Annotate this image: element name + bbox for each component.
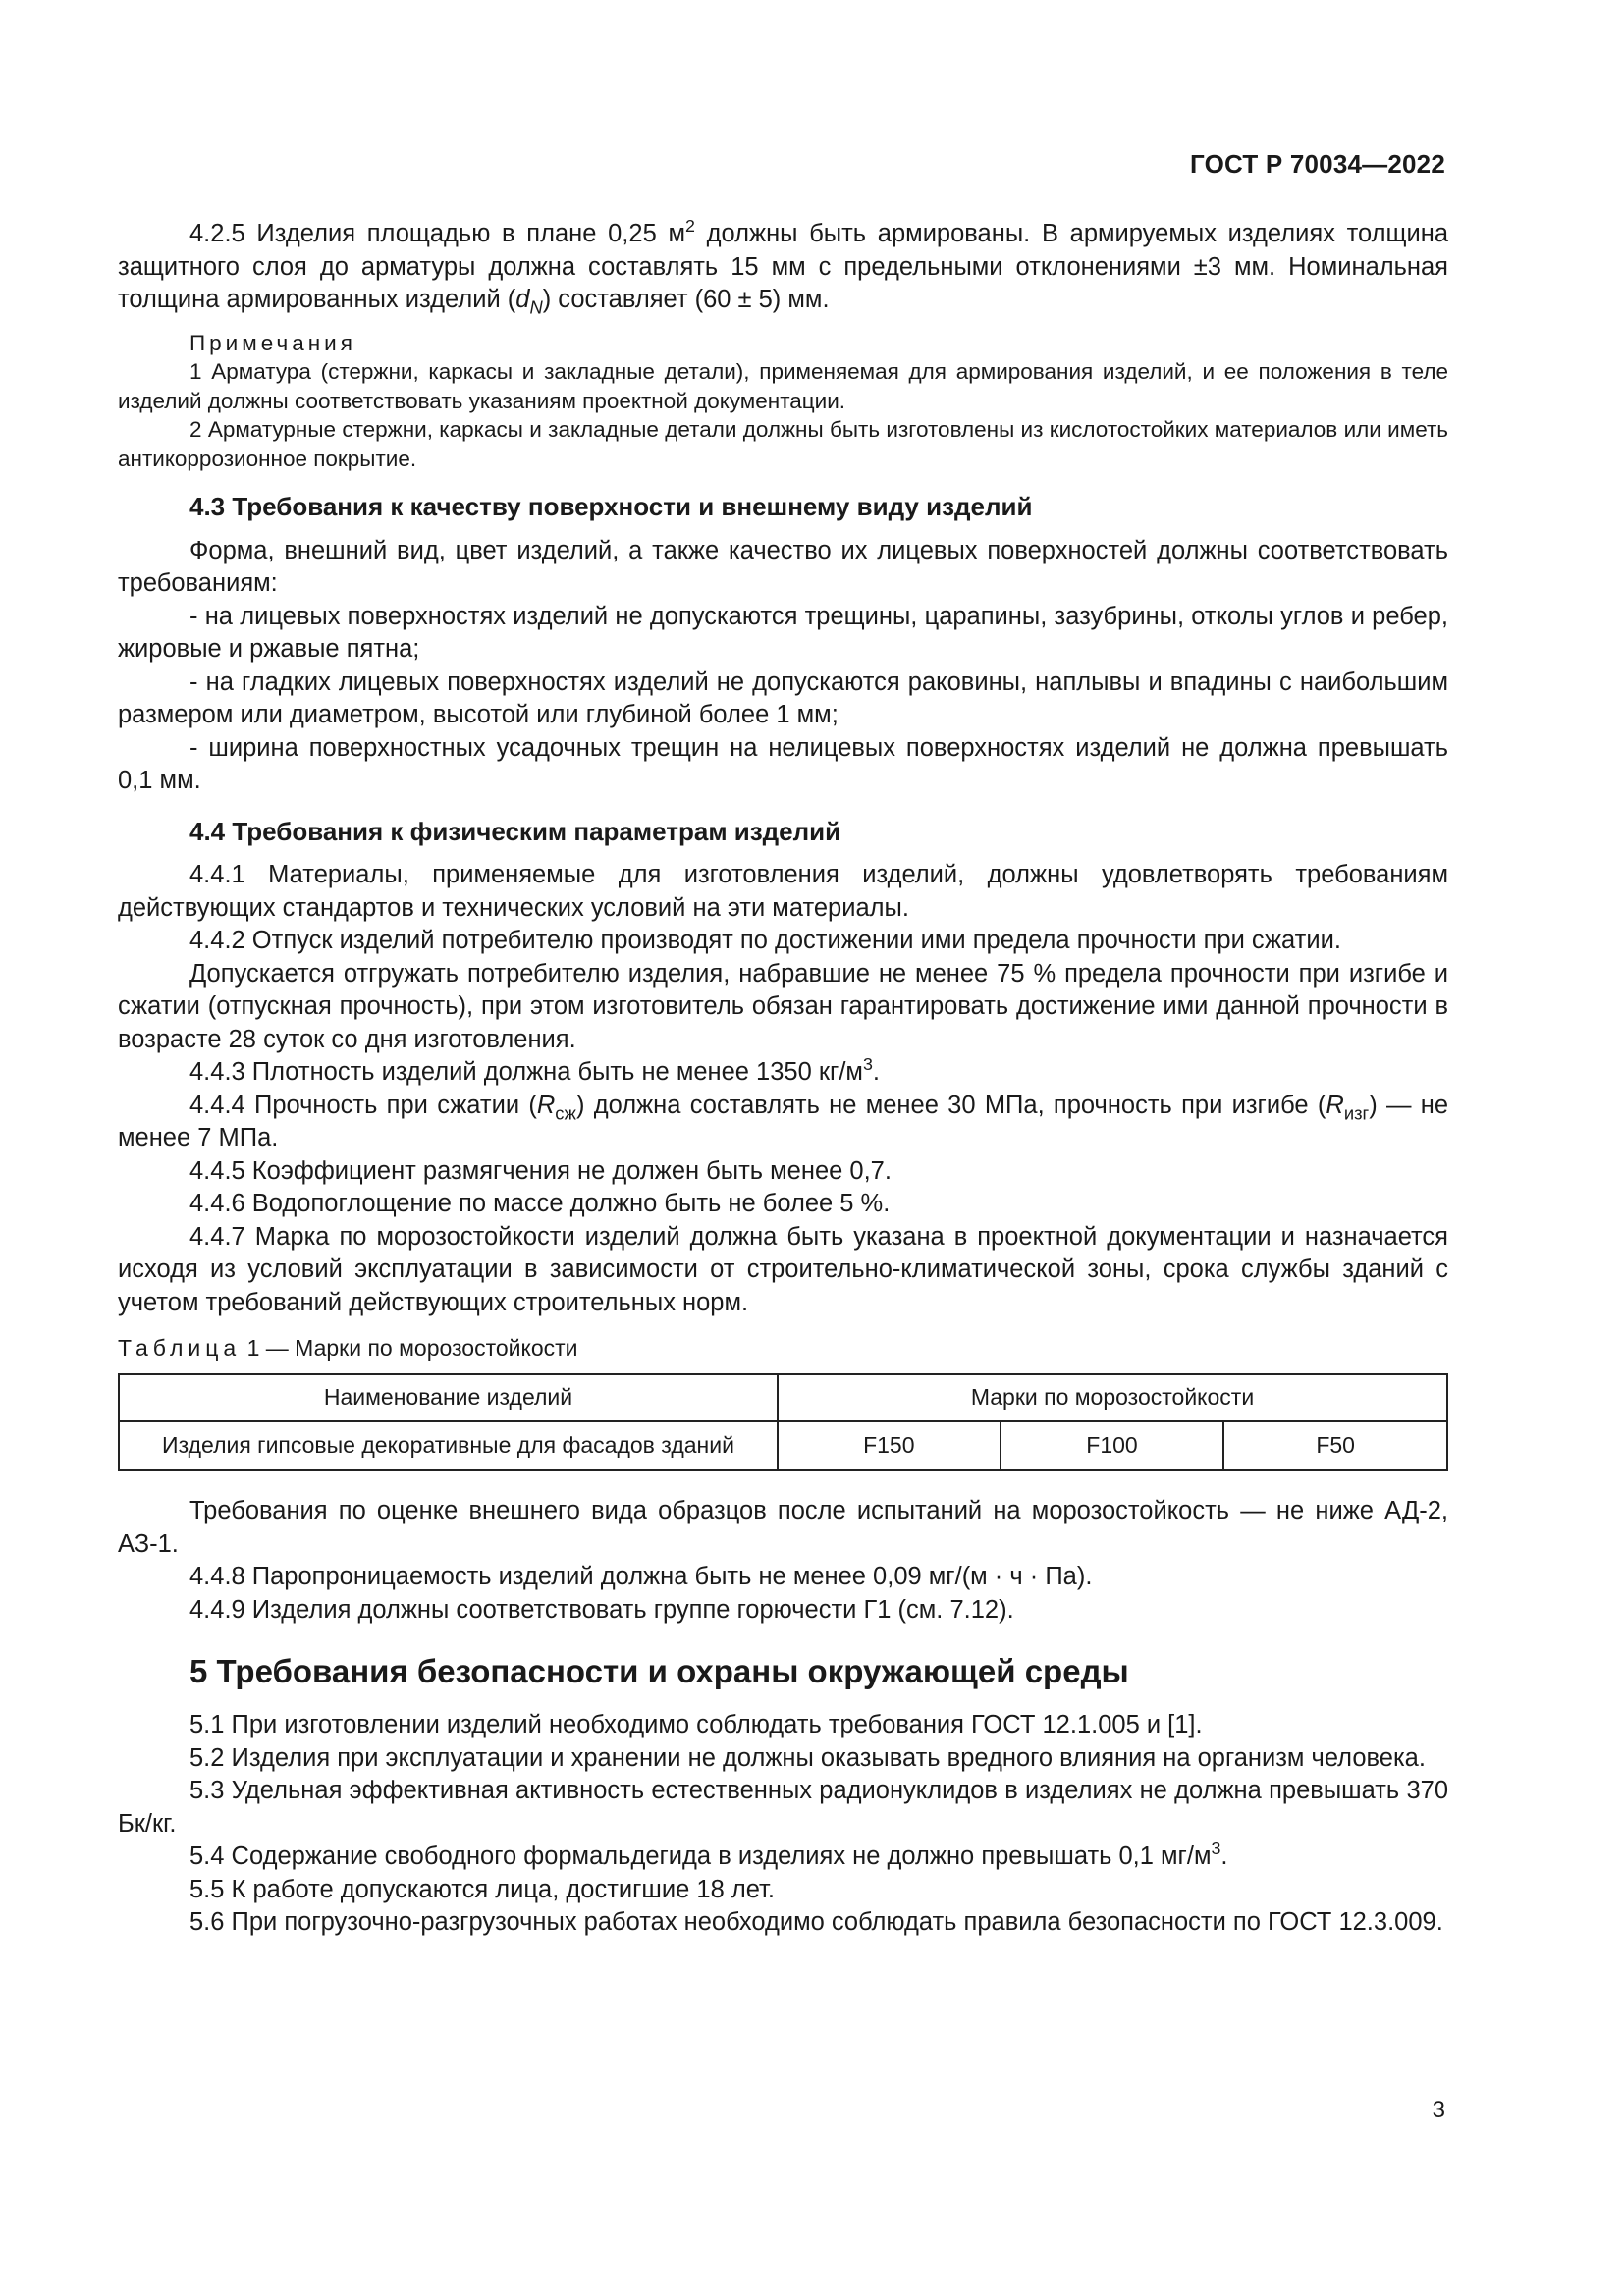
section-heading-4-4: 4.4 Требования к физическим параметрам изделий (189, 816, 841, 846)
list-item: - ширина поверхностных усадочных трещин на нелицевых поверхностях изделий не должна превышать 0,1 мм. (118, 733, 1448, 794)
paragraph-4-4-2b: Допускается отгружать потребителю изделия, набравшие не менее 75 % предела прочности при изгибе и сжатии (отпускная прочность), при этом изготовитель обязан гарантировать достижение ими данной прочности в возрасте 28 суток со дня изготовления. (118, 959, 1448, 1053)
note-1: 1 Арматура (стержни, каркасы и закладные детали), применяемая для армирования изделий, и ее положения в теле изделий должны соответствовать указаниям проектной документации. (118, 359, 1448, 413)
table-cell: Изделия гипсовые декоративные для фасадов зданий (119, 1421, 778, 1470)
list-item: - на гладких лицевых поверхностях изделий не допускаются раковины, наплывы и впадины с наибольшим размером или диаметром, высотой или глубиной более 1 мм; (118, 667, 1448, 728)
paragraph-4-4-5: 4.4.5 Коэффициент размягчения не должен быть менее 0,7. (189, 1156, 892, 1185)
document-header: ГОСТ Р 70034—2022 (1190, 149, 1445, 179)
paragraph-4-4-1: 4.4.1 Материалы, применяемые для изготовления изделий, должны удовлетворять требованиям действующих стандартов и технических условий на эти материалы. (118, 861, 1448, 922)
paragraph-4-4-3: 4.4.3 Плотность изделий должна быть не менее 1350 $кг/м^3$. (189, 1054, 880, 1086)
paragraph-4-4-8: 4.4.8 Паропроницаемость изделий должна быть не менее 0,09 мг/(м · ч · Па). (189, 1563, 1093, 1590)
notes-block (118, 329, 1448, 474)
table-cell: F50 (1223, 1421, 1447, 1470)
table-cell: F150 (778, 1421, 1001, 1470)
paragraph-5-2: 5.2 Изделия при эксплуатации и хранении не должны оказывать вредного влияния на организм человека. (189, 1743, 1426, 1772)
table-caption: Таблица 1 — Марки по морозостойкости (118, 1335, 578, 1361)
page-number: 3 (1432, 2097, 1445, 2123)
paragraph-5-4: 5.4 Содержание свободного формальдегида в изделиях не должно превышать 0,1 $мг/м^3$. (189, 1839, 1228, 1870)
table-cell: F100 (1001, 1421, 1224, 1470)
paragraph-4-4-7: 4.4.7 Марка по морозостойкости изделий должна быть указана в проектной документации и назначается исходя из условий эксплуатации в зависимости от строительно-климатической зоны, срока службы зданий с учетом требований действующих строительных норм. (118, 1222, 1448, 1316)
paragraph-5-1: 5.1 При изготовлении изделий необходимо соблюдать требования ГОСТ 12.1.005 и [1]. (189, 1711, 1203, 1738)
paragraph-5-3: 5.3 Удельная эффективная активность естественных радионуклидов в изделиях не должна превышать 370 Бк/кг. (118, 1777, 1448, 1838)
paragraph-4-4-6: 4.4.6 Водопоглощение по массе должно быть не более 5 %. (189, 1190, 891, 1217)
paragraph-4-3-intro: Форма, внешний вид, цвет изделий, а также качество их лицевых поверхностей должны соответствовать требованиям: (118, 536, 1448, 597)
table-header-row (119, 1374, 1447, 1421)
paragraph-4-4-2: 4.4.2 Отпуск изделий потребителю производят по достижении ими предела прочности при сжатии. (189, 927, 1341, 954)
table-row (119, 1421, 1447, 1470)
table-header-cell: Марки по морозостойкости (778, 1374, 1447, 1421)
notes-title: Примечания (189, 330, 356, 355)
paragraph-frost-requirement: Требования по оценке внешнего вида образцов после испытаний на морозостойкость — не ниже АД-2, АЗ-1. (118, 1497, 1448, 1558)
frost-resistance-table (118, 1373, 1448, 1471)
note-2: 2 Арматурные стержни, каркасы и закладные детали должны быть изготовлены из кислотостойких материалов или иметь антикоррозионное покрытие. (118, 417, 1448, 471)
table-header-cell: Наименование изделий (119, 1374, 778, 1421)
document-body (118, 218, 1448, 1940)
paragraph-5-6: 5.6 При погрузочно-разгрузочных работах необходимо соблюдать правила безопасности по ГОСТ 12.3.009. (189, 1908, 1443, 1936)
paragraph-4-4-4: 4.4.4 Прочность при сжатии $(R_{сж})$ должна составлять не менее 30 МПа, прочность при изгибе $(R_{изг})$ — не менее 7 МПа. (118, 1091, 1449, 1151)
paragraph-4-4-9: 4.4.9 Изделия должны соответствовать группе горючести Г1 (см. 7.12). (189, 1595, 1014, 1624)
list-item: - на лицевых поверхностях изделий не допускаются трещины, царапины, зазубрины, отколы углов и ребер, жировые и ржавые пятна; (118, 602, 1448, 663)
section-heading-4-3: 4.3 Требования к качеству поверхности и внешнему виду изделий (189, 492, 1033, 521)
section-heading-5: 5 Требования безопасности и охраны окружающей среды (189, 1653, 1129, 1689)
paragraph-4-2-5: 4.2.5 Изделия площадью в плане 0,25 $м^2$ должны быть армированы. В армируемых изделиях толщина защитного слоя до арматуры должна составлять 15 мм с предельными отклонениями ±3 мм. Номинальная толщина армированных изделий $(d_N)$ составляет (60 ± 5) мм. (118, 216, 1449, 318)
paragraph-5-5: 5.5 К работе допускаются лица, достигшие 18 лет. (189, 1875, 775, 1903)
